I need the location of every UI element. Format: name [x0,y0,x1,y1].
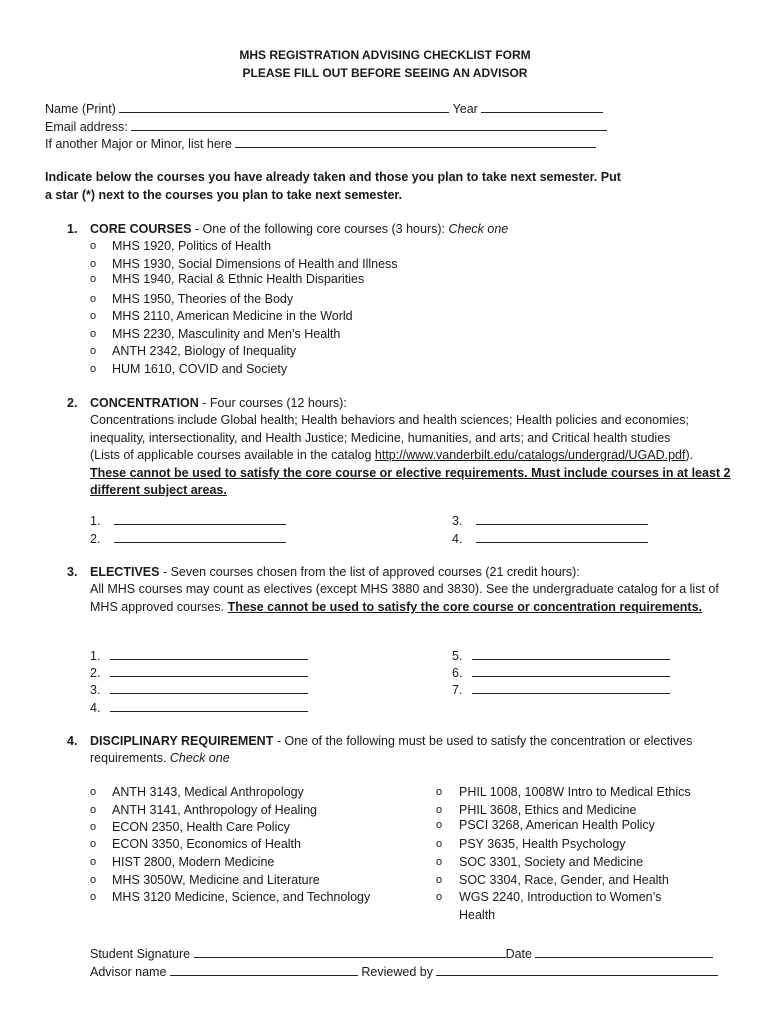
concentration-field-3[interactable] [476,512,648,525]
electives-line-1: All MHS courses may count as electives (except MHS 3880 and 3830). See the undergraduate catalog for a list of [90,582,719,596]
email-label: Email address: [45,120,128,134]
checkbox-bullet[interactable]: o [90,891,97,903]
disciplinary-heading-line [90,734,692,748]
elective-blank-row [90,647,308,663]
disciplinary-course-item: ECON 2350, Health Care Policy [112,820,290,834]
core-course-item: MHS 2110, American Medicine in the World [112,309,353,323]
concentration-warning-1: These cannot be used to satisfy the core course or elective requirements. Must include courses in at least 2 [90,466,731,480]
core-course-item: MHS 1940, Racial & Ethnic Health Disparities [112,272,365,286]
electives-heading: ELECTIVES [90,565,160,579]
core-number: 1. [67,222,78,236]
name-field[interactable] [119,100,449,113]
core-course-item: MHS 2230, Masculinity and Men’s Health [112,327,341,341]
electives-heading-line [90,565,580,579]
blank-number: 3. [452,514,463,528]
blank-number: 2. [90,532,101,546]
disciplinary-course-item: PSY 3635, Health Psychology [459,837,626,851]
blank-number: 2. [90,666,101,680]
concentration-desc: - Four courses (12 hours): [198,396,347,410]
checkbox-bullet[interactable]: o [436,891,443,903]
checkbox-bullet[interactable]: o [90,258,97,270]
checkbox-bullet[interactable]: o [90,804,97,816]
other-major-field[interactable] [235,135,596,148]
checkbox-bullet[interactable]: o [90,821,97,833]
elective-blank-row [452,664,670,680]
electives-desc: - Seven courses chosen from the list of approved courses (21 credit hours): [159,565,580,579]
concentration-warning-2: different subject areas. [90,483,227,497]
advisor-row [90,963,718,979]
electives-number: 3. [67,565,78,579]
blank-number: 5. [452,649,463,663]
disciplinary-course-item: MHS 3050W, Medicine and Literature [112,873,320,887]
student-signature-field[interactable] [194,945,506,958]
disciplinary-number: 4. [67,734,78,748]
checkbox-bullet[interactable]: o [90,293,97,305]
elective-blank-row [90,699,308,715]
core-heading-line [90,222,508,236]
core-heading: CORE COURSES [90,222,192,236]
name-row [45,100,603,116]
concentration-number: 2. [67,396,78,410]
elective-field[interactable] [110,664,308,677]
concentration-blank-1 [90,512,286,528]
disciplinary-course-item: WGS 2240, Introduction to Women’s [459,890,662,904]
disciplinary-course-item: PHIL 3608, Ethics and Medicine [459,803,637,817]
reviewed-by-field[interactable] [436,963,718,976]
elective-blank-row [90,681,308,697]
elective-field[interactable] [110,647,308,660]
disciplinary-course-item: ECON 3350, Economics of Health [112,837,301,851]
checkbox-bullet[interactable]: o [90,345,97,357]
checkbox-bullet[interactable]: o [436,819,443,831]
checkbox-bullet[interactable]: o [436,786,443,798]
concentration-heading: CONCENTRATION [90,396,199,410]
date-label: Date [505,947,532,961]
student-signature-label: Student Signature [90,947,191,961]
blank-number: 1. [90,649,101,663]
disciplinary-course-item: SOC 3301, Society and Medicine [459,855,644,869]
form-title: MHS REGISTRATION ADVISING CHECKLIST FORM [239,48,531,62]
instructions-line-1: Indicate below the courses you have already taken and those you plan to take next semester. Put [45,170,621,184]
elective-field[interactable] [472,681,670,694]
blank-number: 3. [90,683,101,697]
elective-field[interactable] [110,681,308,694]
email-field[interactable] [131,118,607,131]
checkbox-bullet[interactable]: o [90,786,97,798]
disciplinary-course-item: PHIL 1008, 1008W Intro to Medical Ethics [459,785,691,799]
year-label: Year [452,102,478,116]
other-major-label: If another Major or Minor, list here [45,137,232,151]
checkbox-bullet[interactable]: o [436,874,443,886]
checkbox-bullet[interactable]: o [90,240,97,252]
concentration-field-2[interactable] [114,530,286,543]
checkbox-bullet[interactable]: o [90,328,97,340]
concentration-field-1[interactable] [114,512,286,525]
disciplinary-course-item: SOC 3304, Race, Gender, and Health [459,873,669,887]
disciplinary-line-2 [90,751,230,765]
concentration-blank-3 [452,512,648,528]
concentration-field-4[interactable] [476,530,648,543]
checkbox-bullet[interactable]: o [90,273,97,285]
year-field[interactable] [481,100,603,113]
electives-warning: These cannot be used to satisfy the core course or concentration requirements. [227,600,702,614]
checkbox-bullet[interactable]: o [436,856,443,868]
catalog-text: (Lists of applicable courses available in the catalog [90,448,375,462]
core-desc: - One of the following core courses (3 hours): [191,222,449,236]
concentration-heading-line [90,396,347,410]
disciplinary-course-item: Health [459,908,496,922]
disciplinary-course-item: ANTH 3143, Medical Anthropology [112,785,304,799]
checkbox-bullet[interactable]: o [90,856,97,868]
elective-field[interactable] [110,699,308,712]
catalog-text-end: ). [685,448,694,462]
checkbox-bullet[interactable]: o [436,804,443,816]
advisor-name-label: Advisor name [90,965,167,979]
disciplinary-course-item: ANTH 3141, Anthropology of Healing [112,803,317,817]
blank-number: 7. [452,683,463,697]
disciplinary-course-item: PSCI 3268, American Health Policy [459,818,655,832]
concentration-line-2: inequality, intersectionality, and Health Justice; Medicine, humanities, and arts; and Critical health studies [90,431,671,445]
core-check-one: Check one [448,222,509,236]
disciplinary-heading: DISCIPLINARY REQUIREMENT [90,734,274,748]
instructions-line-2: a star (*) next to the courses you plan to take next semester. [45,188,403,202]
concentration-blank-2 [90,530,286,546]
email-row [45,118,607,134]
disciplinary-desc: - One of the following must be used to satisfy the concentration or electives [273,734,693,748]
reviewed-by-label: Reviewed by [361,965,433,979]
blank-number: 4. [90,701,101,715]
blank-number: 4. [452,532,463,546]
core-course-item: MHS 1930, Social Dimensions of Health and Illness [112,257,398,271]
checkbox-bullet[interactable]: o [90,874,97,886]
core-course-item: MHS 1950, Theories of the Body [112,292,294,306]
core-course-item: HUM 1610, COVID and Society [112,362,288,376]
elective-field[interactable] [472,664,670,677]
disciplinary-check-one: Check one [169,751,230,765]
elective-blank-row [90,664,308,680]
concentration-blank-4 [452,530,648,546]
checkbox-bullet[interactable]: o [90,310,97,322]
form-subtitle: PLEASE FILL OUT BEFORE SEEING AN ADVISOR [242,66,528,80]
electives-line-2 [90,600,702,614]
concentration-line-1: Concentrations include Global health; Health behaviors and health sciences; Health policies and economies; [90,413,689,427]
advisor-name-field[interactable] [170,963,358,976]
checkbox-bullet[interactable]: o [90,363,97,375]
checkbox-bullet[interactable]: o [436,838,443,850]
name-label: Name (Print) [45,102,116,116]
elective-field[interactable] [472,647,670,660]
blank-number: 6. [452,666,463,680]
date-field[interactable] [535,945,713,958]
elective-blank-row [452,647,670,663]
student-signature-row [90,945,713,961]
elective-blank-row [452,681,670,697]
other-major-row [45,135,596,151]
blank-number: 1. [90,514,101,528]
concentration-line-3 [90,448,693,462]
disciplinary-requirements-text: requirements. [90,751,170,765]
disciplinary-course-item: MHS 3120 Medicine, Science, and Technology [112,890,371,904]
catalog-link[interactable]: http://www.vanderbilt.edu/catalogs/undergrad/UGAD.pdf [374,448,686,462]
core-course-item: MHS 1920, Politics of Health [112,239,272,253]
disciplinary-course-item: HIST 2800, Modern Medicine [112,855,275,869]
electives-line-2-text: MHS approved courses. [90,600,228,614]
checkbox-bullet[interactable]: o [90,838,97,850]
core-course-item: ANTH 2342, Biology of Inequality [112,344,297,358]
